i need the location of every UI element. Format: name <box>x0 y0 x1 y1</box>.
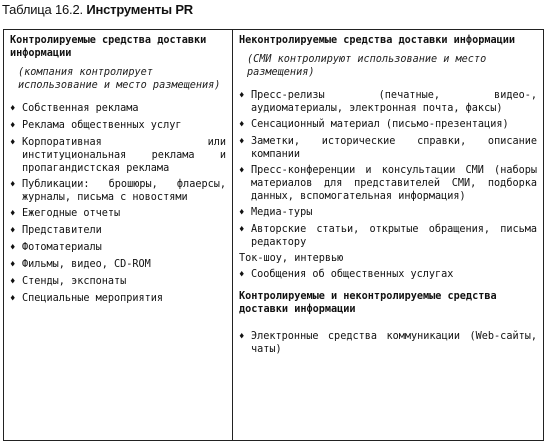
uncontrolled-list-tail <box>239 268 537 282</box>
diamond-bullet-icon: ♦ <box>239 120 245 130</box>
diamond-bullet-icon: ♦ <box>10 260 16 270</box>
diamond-bullet-icon: ♦ <box>10 104 16 114</box>
list-item: ♦ Собственная реклама <box>10 103 139 114</box>
caption-number: Таблица 16.2. <box>2 2 83 17</box>
uncontrolled-list <box>239 89 537 249</box>
list-item: ♦ Сенсационный материал (письмо-презентация) <box>239 119 509 130</box>
uncontrolled-note: (СМИ контролируют использование и место размещения) <box>247 54 487 78</box>
uncontrolled-heading: Неконтролируемые средства доставки информации <box>239 35 516 46</box>
diamond-bullet-icon: ♦ <box>10 277 16 287</box>
list-item: ♦ Публикации: брошюры, флаерсы, журналы, письма с новостями <box>10 179 226 203</box>
list-item: ♦ Реклама общественных услуг <box>10 120 182 131</box>
list-item: ♦ Сообщения об общественных услугах <box>239 269 454 280</box>
diamond-bullet-icon: ♦ <box>239 91 245 101</box>
controlled-column <box>4 30 233 441</box>
diamond-bullet-icon: ♦ <box>10 180 16 190</box>
diamond-bullet-icon: ♦ <box>10 243 16 253</box>
list-item: ♦ Авторские статьи, открытые обращения, письма редактору <box>239 224 537 248</box>
plain-list-item: Ток-шоу, интервью <box>239 253 344 264</box>
diamond-bullet-icon: ♦ <box>239 270 245 280</box>
table-caption <box>2 2 193 17</box>
diamond-bullet-icon: ♦ <box>10 121 16 131</box>
list-item: ♦ Корпоративная или институциональная реклама и пропагандистская реклама <box>10 137 226 174</box>
controlled-heading: Контролируемые средства доставки информации <box>10 35 207 59</box>
diamond-bullet-icon: ♦ <box>10 226 16 236</box>
list-item: ♦ Пресс-релизы (печатные, видео-, аудиоматериалы, электронная почта, факсы) <box>239 90 537 114</box>
diamond-bullet-icon: ♦ <box>239 332 245 342</box>
uncontrolled-column <box>233 30 544 441</box>
list-item: ♦ Заметки, исторические справки, описание компании <box>239 136 537 160</box>
controlled-note: (компания контролирует использование и место размещения) <box>18 67 221 91</box>
controlled-list <box>10 102 226 306</box>
diamond-bullet-icon: ♦ <box>10 294 16 304</box>
caption-title: Инструменты PR <box>86 2 193 17</box>
list-item: ♦ Медиа-туры <box>239 207 313 218</box>
mixed-section <box>239 290 537 356</box>
diamond-bullet-icon: ♦ <box>239 225 245 235</box>
list-item: ♦ Ежегодные отчеты <box>10 208 121 219</box>
diamond-bullet-icon: ♦ <box>10 209 16 219</box>
mixed-heading: Контролируемые и неконтролируемые средства доставки информации <box>239 291 497 315</box>
list-item: ♦ Специальные мероприятия <box>10 293 164 304</box>
diamond-bullet-icon: ♦ <box>239 137 245 147</box>
list-item: ♦ Фотоматериалы <box>10 242 102 253</box>
diamond-bullet-icon: ♦ <box>10 138 16 148</box>
list-item: ♦ Представители <box>10 225 102 236</box>
diamond-bullet-icon: ♦ <box>239 208 245 218</box>
table-row <box>4 30 544 441</box>
pr-tools-table <box>3 29 544 441</box>
list-item: ♦ Стенды, экспонаты <box>10 276 127 287</box>
list-item: ♦ Фильмы, видео, CD-ROM <box>10 259 151 270</box>
diamond-bullet-icon: ♦ <box>239 166 245 176</box>
mixed-list <box>239 330 537 356</box>
list-item: ♦ Пресс-конференции и консультации СМИ (наборы материалов для представителей СМИ, подборка данных, вспомогательная информация) <box>239 165 537 202</box>
list-item: ♦ Электронные средства коммуникации (Web-сайты, чаты) <box>239 331 537 355</box>
